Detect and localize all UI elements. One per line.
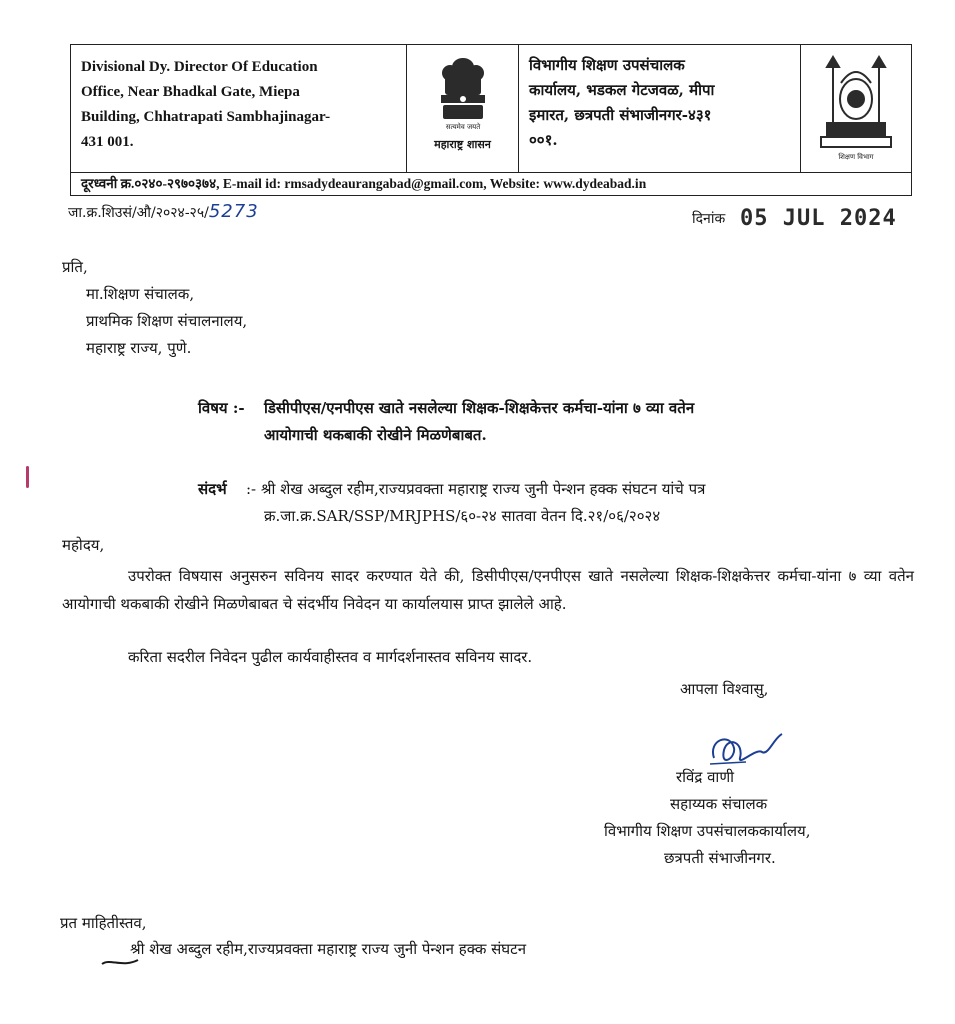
reference-line: :- श्री शेख अब्दुल रहीम,राज्यप्रवक्ता महाराष्ट्र राज्य जुनी पेन्शन हक्क संघटन यांचे पत्र [246,480,706,498]
subject-label: विषय :- [198,399,245,417]
seal-text: शिक्षण विभाग [838,153,874,161]
recipient-salutation: प्रति, [62,258,88,276]
signatory-name: रविंद्र वाणी [676,768,735,786]
outward-number [68,201,259,222]
office-mr-line: ००१. [529,131,558,149]
state-emblem-block [407,45,519,172]
office-address-english [71,45,407,172]
date-label: दिनांक [692,211,726,227]
greeting: महोदय, [62,536,105,554]
recipient-line: मा.शिक्षण संचालक, [86,285,195,303]
recipient-line: महाराष्ट्र राज्य, पुणे. [86,339,192,357]
letterhead-top-row [71,45,911,173]
office-en-line: Office, Near Bhadkal Gate, Miepa [81,84,300,100]
office-en-line: 431 001. [81,134,134,150]
office-mr-line: विभागीय शिक्षण उपसंचालक [529,56,685,74]
office-en-line: Divisional Dy. Director Of Education [81,59,318,75]
office-en-line: Building, Chhatrapati Sambhajinagar- [81,109,331,125]
ashoka-emblem-icon [433,53,493,135]
outward-number-printed: जा.क्र.शिउसं/औ/२०२४-२५/ [68,205,209,221]
copy-label: प्रत माहितीस्तव, [60,914,147,932]
recipient-line: प्राथमिक शिक्षण संचालनालय, [86,312,248,330]
signatory-office: विभागीय शिक्षण उपसंचालककार्यालय, [604,822,811,840]
emblem-motto: सत्यमेव जयते [445,123,480,131]
reference-line: क्र.जा.क्र.SAR/SSP/MRJPHS/६०-२४ सातवा वेतन दि.२१/०६/२०२४ [264,507,661,525]
body-paragraph: करिता सदरील निवेदन पुढील कार्यवाहीस्तव व मार्गदर्शनास्तव सविनय सादर. [128,648,533,666]
signatory-designation: सहाय्यक संचालक [670,795,768,813]
contact-line: दूरध्वनी क्र.०२४०-२९७०३७४, E-mail id: rmsadydeaurangabad@gmail.com, Website: www.dydeabad.in [81,176,647,191]
reference-label: संदर्भ [198,480,227,498]
body-paragraph-text: उपरोक्त विषयास अनुसरुन सविनय सादर करण्यात येते की, डिसीपीएस/एनपीएस खाते नसलेल्या शिक्षक-शिक्षकेत्तर कर्मचा-यांना ७ व्या वतेन आयोगाची थकबाकी रोखीने मिळणेबाबत चे संदर्भीय निवेदन या कार्यालयास प्राप्त झालेले आहे. [62,567,914,613]
signatory-city: छत्रपती संभाजीनगर. [664,849,776,867]
office-mr-line: इमारत, छत्रपती संभाजीनगर-४३१ [529,106,712,124]
date-stamp: 05 JUL 2024 [740,206,897,231]
office-address-marathi [519,45,801,172]
body-paragraph [62,562,914,618]
margin-mark [26,466,29,488]
copy-recipient: श्री शेख अब्दुल रहीम,राज्यप्रवक्ता महाराष्ट्र राज्य जुनी पेन्शन हक्क संघटन [130,940,527,958]
subject-line: आयोगाची थकबाकी रोखीने मिळणेबाबत. [264,426,487,444]
closing: आपला विश्वासु, [680,680,769,698]
office-mr-line: कार्यालय, भडकल गेटजवळ, मीपा [529,81,715,99]
department-seal-icon [813,53,899,165]
emblem-caption: महाराष्ट्र शासन [434,138,491,151]
subject-line: डिसीपीएस/एनपीएस खाते नसलेल्या शिक्षक-शिक्षकेत्तर कर्मचा-यांना ७ व्या वतेन [264,399,695,417]
department-seal-block [801,45,911,172]
letterhead [70,44,912,196]
outward-number-handwritten: 5273 [208,201,259,222]
